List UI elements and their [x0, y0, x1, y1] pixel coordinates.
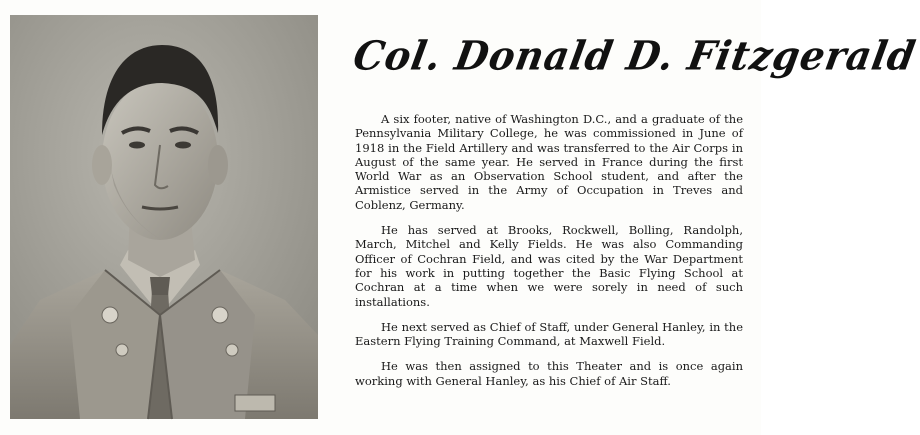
- paragraph: He next served as Chief of Staff, under General Hanley, in the Eastern Flying Training Command, at Maxwell Field.: [355, 319, 743, 349]
- portrait-photo: [10, 15, 318, 419]
- paragraph: He was then assigned to this Theater and is once again working with General Hanley, as his Chief of Air Staff.: [355, 359, 743, 388]
- paragraph: A six footer, native of Washington D.C., and a graduate of the Pennsylvania Military College, he was commissioned in June of 1918 in the Field Artillery and was transferred to the Air Corps in August of the same year. He served in France during the first World War as an Observation School student, and after the Armistice served in the Army of Occupation in Treves and Coblenz, Germany.: [355, 112, 743, 212]
- paragraph: He has served at Brooks, Rockwell, Bolling, Randolph, March, Mitchel and Kelly Fields. He was also Commanding Officer of Cochran Field, and was cited by the War Department for his work in putting together the Basic Flying School at Cochran at a time when we were sorely in need of such installations.: [355, 223, 743, 309]
- page-title: Col. Donald D. Fitzgerald: [350, 31, 920, 80]
- biography-text: [355, 112, 743, 399]
